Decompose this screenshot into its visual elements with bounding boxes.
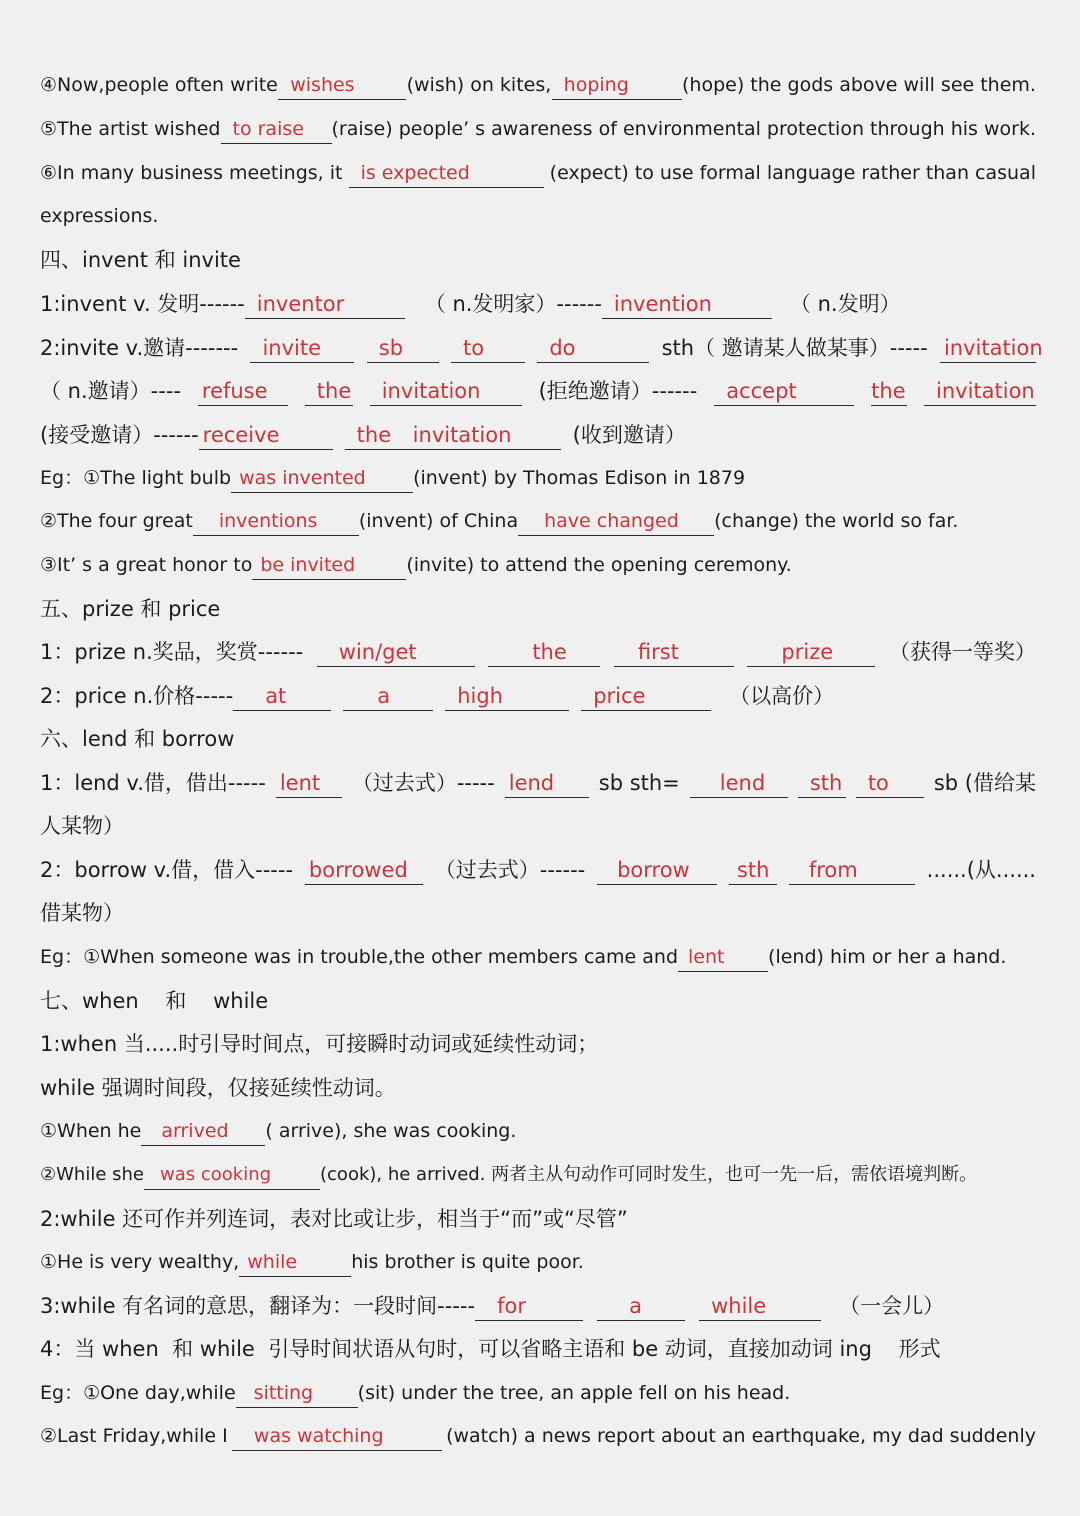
text: ②While she xyxy=(40,1164,145,1185)
answer-blank: to xyxy=(856,769,924,798)
rule-line-while-conj xyxy=(40,1202,1036,1234)
answer-blank: first xyxy=(614,638,734,667)
example-line xyxy=(40,1245,1036,1277)
text: ①He is very wealthy, xyxy=(40,1251,240,1273)
rule-line-lend xyxy=(40,766,1036,798)
text: （获得一等奖） xyxy=(888,640,1036,664)
text: （一会儿） xyxy=(839,1294,945,1318)
text: ②The four great xyxy=(40,510,193,532)
answer-blank: hoping xyxy=(552,71,682,100)
answer-blank: the xyxy=(345,421,397,450)
text: ④Now,people often write xyxy=(40,74,278,96)
exercise-line-6 xyxy=(40,156,1036,188)
rule-line-borrow xyxy=(40,853,1036,885)
text: ( arrive), she was cooking. xyxy=(265,1120,517,1142)
text: ③It’ s a great honor to xyxy=(40,554,253,576)
example-line xyxy=(40,461,1036,493)
answer-blank: arrived xyxy=(141,1117,265,1146)
text: (接受邀请）------ xyxy=(40,423,199,447)
text: 1：prize n.奖品，奖赏------ xyxy=(40,640,304,664)
text: Eg：①The light bulb xyxy=(40,467,232,489)
rule-line-prize xyxy=(40,635,1036,667)
answer-blank: invitation xyxy=(397,421,561,450)
text: ⑤The artist wished xyxy=(40,118,221,140)
text: 2:while 还可作并列连词，表对比或让步，相当于“而”或“尽管” xyxy=(40,1207,628,1231)
rule-line-omission xyxy=(40,1332,1036,1364)
rule-line-when xyxy=(40,1027,1036,1059)
rule-line-receive xyxy=(40,418,1036,450)
example-line xyxy=(40,1158,1036,1190)
exercise-line-4 xyxy=(40,68,1036,100)
text: (invent) by Thomas Edison in 1879 xyxy=(413,467,746,489)
answer-blank: lent xyxy=(276,769,342,798)
answer-blank: borrow xyxy=(597,856,717,885)
answer-blank: the xyxy=(488,638,600,667)
heading-text: 五、prize 和 price xyxy=(40,597,221,621)
answer-blank: a xyxy=(597,1292,685,1321)
rule-line-while xyxy=(40,1071,1036,1103)
text: (lend) him or her a hand. xyxy=(768,946,1007,968)
text: （ n.发明家）------ xyxy=(424,292,602,316)
answer-blank: was cooking xyxy=(144,1161,320,1190)
answer-blank: have changed xyxy=(518,507,714,536)
text: （以高价） xyxy=(729,684,835,708)
text: 2：price n.价格----- xyxy=(40,684,234,708)
text: Eg：①One day,while xyxy=(40,1382,236,1404)
text: Eg：①When someone was in trouble,the other members came and xyxy=(40,946,679,968)
answer-blank: while xyxy=(239,1248,351,1277)
text: (expect) to use formal language rather than casual xyxy=(549,162,1036,184)
text: 1:invent v. 发明------ xyxy=(40,292,245,316)
text: 4：当 when 和 while 引导时间状语从句时，可以省略主语和 be 动词，直接加动词 ing 形式 xyxy=(40,1337,941,1361)
section-heading-7 xyxy=(40,984,1036,1016)
heading-text: 七、when 和 while xyxy=(40,989,269,1013)
text: ②Last Friday,while I xyxy=(40,1425,228,1447)
answer-blank: invitation xyxy=(370,377,522,406)
example-line xyxy=(40,940,1036,972)
text: (raise) people’ s awareness of environmental protection through his work. xyxy=(331,118,1036,140)
text: 人某物） xyxy=(40,814,124,838)
answer-blank: wishes xyxy=(278,71,406,100)
heading-text: 四、invent 和 invite xyxy=(40,248,241,272)
rule-line-price xyxy=(40,679,1036,711)
example-line xyxy=(40,1114,1036,1146)
answer-blank: accept xyxy=(714,377,854,406)
answer-blank: sitting xyxy=(236,1379,358,1408)
answer-blank: prize xyxy=(747,638,875,667)
answer-blank: invitation xyxy=(924,377,1036,406)
text: 3:while 有名词的意思，翻译为：一段时间----- xyxy=(40,1294,476,1318)
answer-blank: inventor xyxy=(245,290,405,319)
example-line xyxy=(40,548,1036,580)
text: expressions. xyxy=(40,205,159,227)
answer-blank: at xyxy=(233,682,331,711)
answer-blank: a xyxy=(343,682,433,711)
text: 借某物） xyxy=(40,901,124,925)
heading-text: 六、lend 和 borrow xyxy=(40,727,235,751)
answer-blank: sth xyxy=(729,856,777,885)
answer-blank: from xyxy=(789,856,915,885)
answer-blank: invitation xyxy=(940,334,1036,363)
section-heading-5 xyxy=(40,592,1036,624)
text: (watch) a news report about an earthquake, my dad suddenly xyxy=(446,1425,1036,1447)
answer-blank: inventions xyxy=(193,507,359,536)
text: 2：borrow v.借，借入----- xyxy=(40,858,294,882)
section-heading-4 xyxy=(40,243,1036,275)
text: (change) the world so far. xyxy=(714,510,959,532)
answer-blank: sb xyxy=(367,334,439,363)
text: （ n.发明） xyxy=(789,292,901,316)
text: (invite) to attend the opening ceremony. xyxy=(406,554,792,576)
rule-line-invent xyxy=(40,287,1036,319)
text: （过去式）----- xyxy=(351,771,495,795)
answer-blank: to raise xyxy=(221,115,332,144)
rule-line-while-noun xyxy=(40,1289,1036,1321)
answer-blank: sth xyxy=(798,769,846,798)
answer-blank: lent xyxy=(678,943,768,972)
text: 2:invite v.邀请------- xyxy=(40,336,239,360)
answer-blank: do xyxy=(537,334,649,363)
answer-blank: lend xyxy=(690,769,788,798)
text: (hope) the gods above will see them. xyxy=(682,74,1036,96)
text: sb (借给某 xyxy=(933,771,1036,795)
answer-blank: be invited xyxy=(252,551,406,580)
answer-blank: invite xyxy=(250,334,354,363)
rule-line-invitation xyxy=(40,374,1036,406)
answer-blank: for xyxy=(475,1292,583,1321)
answer-blank: lend xyxy=(505,769,589,798)
text: ①When he xyxy=(40,1120,142,1142)
answer-blank: invention xyxy=(602,290,772,319)
section-heading-6 xyxy=(40,722,1036,754)
example-line xyxy=(40,504,1036,536)
answer-blank: to xyxy=(451,334,525,363)
text: 1:when 当.....时引导时间点，可接瞬时动词或延续性动词； xyxy=(40,1032,599,1056)
text: (invent) of China xyxy=(358,510,519,532)
text: (拒绝邀请）------ xyxy=(538,379,698,403)
text-line xyxy=(40,896,1036,928)
answer-blank: borrowed xyxy=(305,856,423,885)
answer-blank: refuse xyxy=(198,377,288,406)
answer-blank: high xyxy=(445,682,569,711)
text: (wish) on kites, xyxy=(406,74,552,96)
answer-blank: receive xyxy=(199,421,333,450)
answer-blank: while xyxy=(699,1292,821,1321)
text: sb sth= xyxy=(598,771,680,795)
text-line xyxy=(40,199,1036,231)
text: his brother is quite poor. xyxy=(351,1251,584,1273)
text: (收到邀请） xyxy=(572,423,686,447)
answer-blank: was watching xyxy=(232,1422,442,1451)
text: （过去式）------ xyxy=(434,858,586,882)
example-line xyxy=(40,1419,1036,1451)
answer-blank: price xyxy=(581,682,711,711)
rule-line-invite xyxy=(40,331,1043,363)
text: (sit) under the tree, an apple fell on his head. xyxy=(357,1382,791,1404)
answer-blank: the xyxy=(305,377,353,406)
text: ......(从...... xyxy=(926,858,1036,882)
text: 1：lend v.借，借出----- xyxy=(40,771,266,795)
answer-blank: the xyxy=(871,377,907,406)
text: sth（ 邀请某人做某事）----- xyxy=(661,336,928,360)
answer-blank: win/get xyxy=(317,638,475,667)
answer-blank: was invented xyxy=(231,464,413,493)
example-line xyxy=(40,1376,1036,1408)
exercise-line-5 xyxy=(40,112,1036,144)
text: ⑥In many business meetings, it xyxy=(40,162,343,184)
text: while 强调时间段，仅接延续性动词。 xyxy=(40,1076,396,1100)
text: (cook), he arrived. 两者主从句动作可同时发生，也可一先一后，需依语境判断。 xyxy=(320,1164,978,1185)
text-line xyxy=(40,809,1036,841)
text: （ n.邀请）---- xyxy=(40,379,181,403)
answer-blank: is expected xyxy=(349,159,544,188)
